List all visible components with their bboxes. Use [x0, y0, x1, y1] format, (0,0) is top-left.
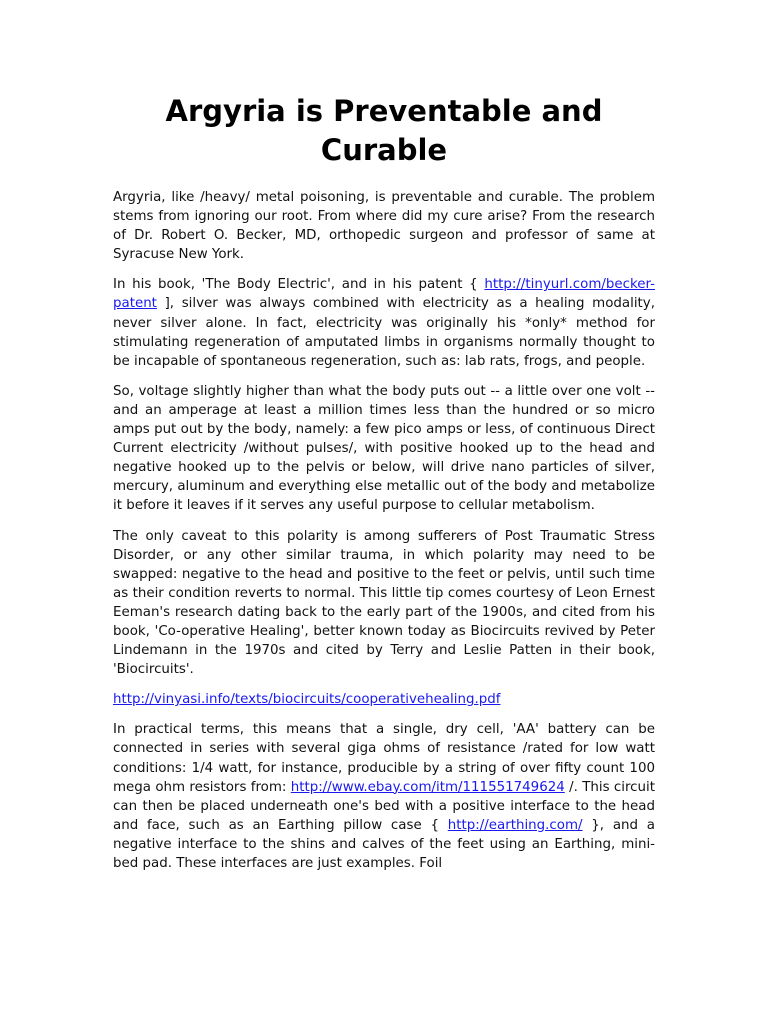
- paragraph-intro: Argyria, like /heavy/ metal poisoning, is preventable and curable. The problem stems from ignoring our root. From where did my cure arise? From the research of Dr. Robert O. Becker, MD, orthopedic surgeon and professor of same at Syracuse New York.: [113, 190, 655, 263]
- paragraph-text: /. This circuit can then be placed underneath one's bed with a positive interface to the head and face, such as an Earthing pillow case {: [113, 779, 656, 833]
- paragraph-polarity-caveat: The only caveat to this polarity is among sufferers of Post Traumatic Stress Disorder, or any other similar trauma, in which polarity may need to be swapped: negative to the head and positive to the feet or pelvis, until such time as their condition reverts to normal. This little tip comes courtesy of Leon Ernest Eeman's research dating back to the early part of the 1900s, and cited from his book, 'Co-operative Healing', better known today as Biocircuits revived by Peter Lindemann in the 1970s and cited by Terry and Leslie Patten in their book, 'Biocircuits'.: [113, 528, 655, 678]
- earthing-link[interactable]: http://earthing.com/: [447, 817, 583, 833]
- document-body: [113, 188, 655, 884]
- paragraph-voltage: So, voltage slightly higher than what the body puts out -- a little over one volt -- and an amperage at least a million times less than the hundred or so micro amps put out by the body, namely: a few pico amps or less, of continuous Direct Current electricity /without pulses/, with positive hooked up to the head and negative hooked up to the pelvis or below, will drive nano particles of silver, mercury, aluminum and everything else metallic out of the body and metabolize it before it leaves if it serves any useful purpose to cellular metabolism.: [113, 383, 655, 514]
- paragraph-text: ], silver was always combined with electricity as a healing modality, never silver alone. In fact, electricity was originally his *only* method for stimulating regeneration of amputated limbs in organisms normally thought to be incapable of spontaneous regeneration, such as: lab rats, frogs, and people.: [113, 296, 655, 369]
- page-title: Argyria is Preventable and Curable: [165, 94, 603, 167]
- paragraph-biocircuits-link: [113, 690, 655, 709]
- becker-patent-link[interactable]: http://tinyurl.com/becker-patent: [113, 277, 655, 312]
- paragraph-text: }, and a negative interface to the shins and calves of the feet using an Earthing, mini-bed pad. These interfaces are just examples. Foil: [113, 817, 655, 871]
- ebay-resistors-link[interactable]: http://www.ebay.com/itm/111551749624: [290, 779, 565, 795]
- cooperative-healing-pdf-link[interactable]: http://vinyasi.info/texts/biocircuits/cooperativehealing.pdf: [113, 692, 501, 708]
- paragraph-practical-terms: [113, 720, 655, 873]
- paragraph-text: In practical terms, this means that a single, dry cell, 'AA' battery can be connected in series with several giga ohms of resistance /rated for low watt conditions: 1/4 watt, for instance, producible by a string of over fifty count 100 mega ohm resistors from:: [113, 722, 655, 795]
- paragraph-body-electric: [113, 275, 655, 370]
- paragraph-text: In his book, 'The Body Electric', and in his patent {: [113, 277, 485, 293]
